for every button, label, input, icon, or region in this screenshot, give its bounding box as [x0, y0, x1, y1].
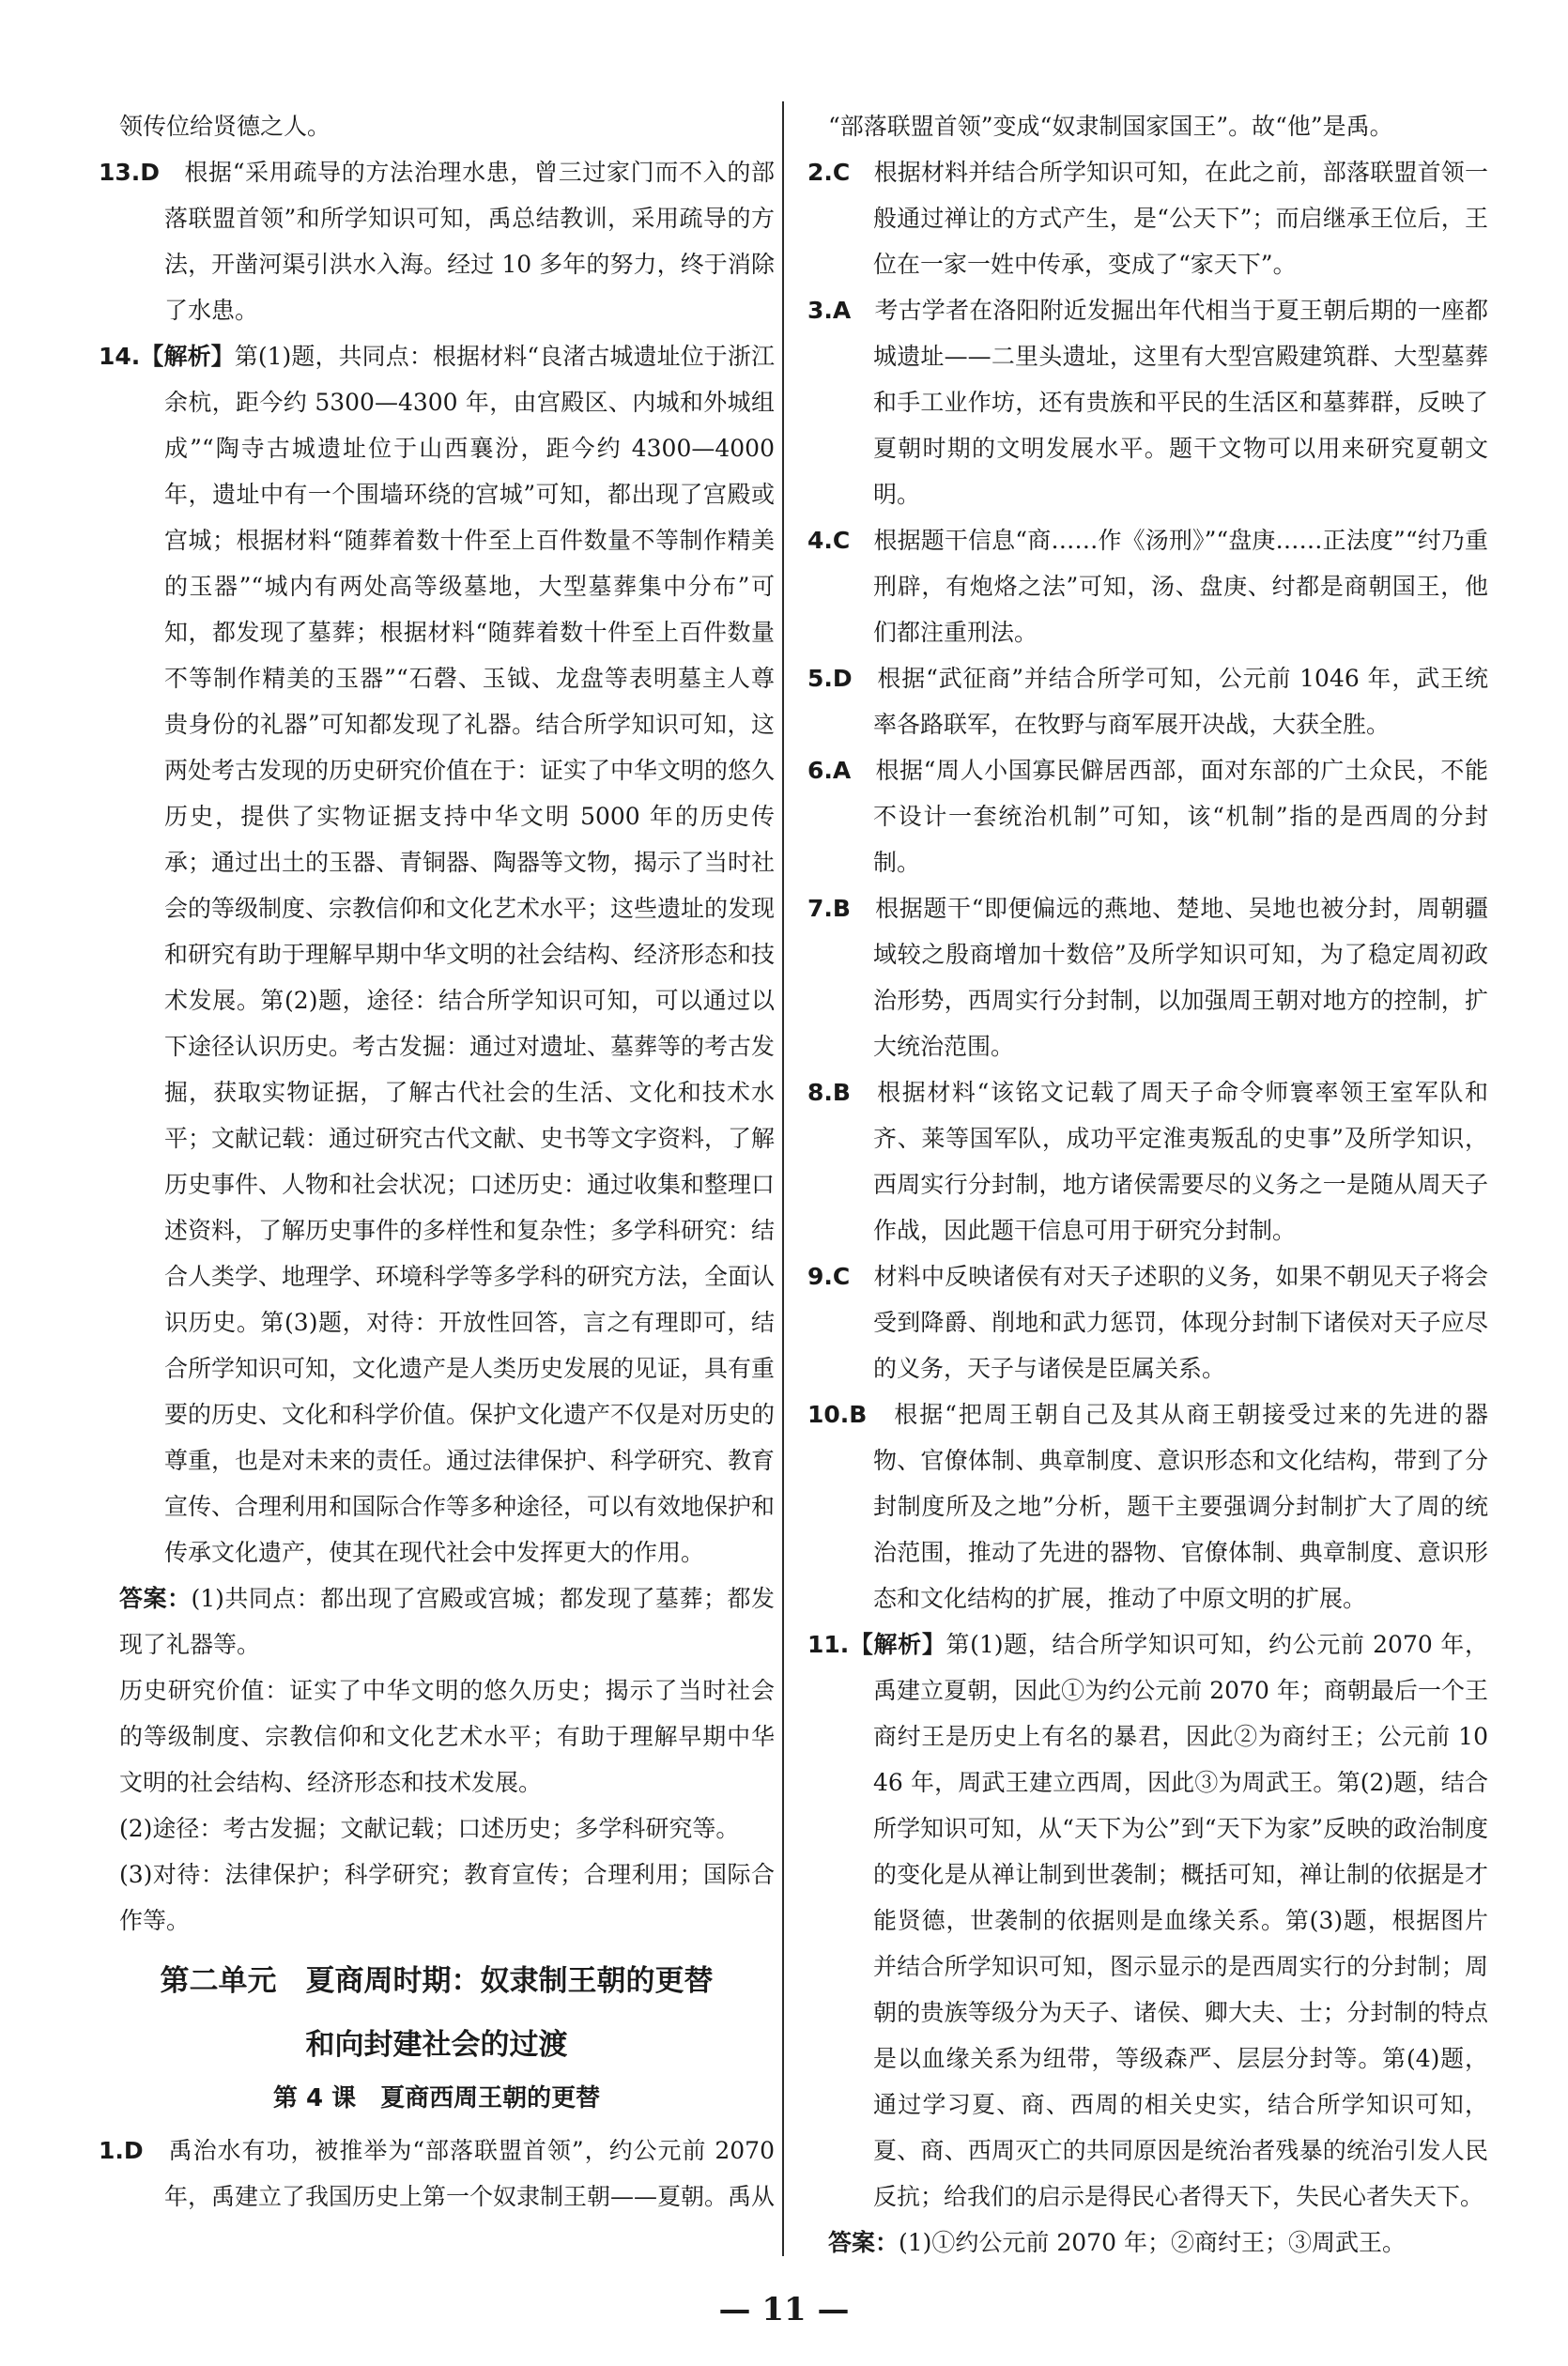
answer-choice: 【解析】: [849, 1631, 946, 1658]
question-answer-item: [807, 287, 1488, 517]
answer-text: (1)共同点：都出现了宫殿或宫城；都发现了墓葬；都发现了礼器等。: [119, 1585, 775, 1658]
unit-heading: 第二单元 夏商周时期：奴隶制王朝的更替: [160, 1964, 714, 1998]
lesson-heading: 第 4 课 夏商西周王朝的更替: [272, 2084, 601, 2112]
answer-choice: B: [832, 895, 876, 922]
answer-choice: 【解析】: [140, 343, 235, 370]
text-paragraph: (3)对待：法律保护；科学研究；教育宣传；合理利用；国际合作等。: [119, 1861, 775, 1934]
explanation-text: 禹治水有功，被推举为“部落联盟首领”，约公元前 2070 年，禹建立了我国历史上第一个奴隶制王朝——夏朝。禹从: [164, 2137, 776, 2210]
explanation-text: 根据材料并结合所学知识可知，在此之前，部落联盟首领一般通过禅让的方式产生，是“公天下”；而启继承王位后，王位在一家一姓中传承，变成了“家天下”。: [873, 159, 1488, 278]
explanation-text: 根据“周人小国寡民僻居西部，面对东部的广土众民，不能不设计一套统治机制”可知，该“机制”指的是西周的分封制。: [873, 757, 1488, 876]
explanation-text: 根据题干信息“商……作《汤刑》”“盘庚……正法度”“纣乃重刑辟，有炮烙之法”可知，汤、盘庚、纣都是商朝国王，他们都注重刑法。: [873, 527, 1488, 646]
question-number: 5.: [807, 665, 833, 692]
answer-label: 答案：: [828, 2229, 899, 2256]
question-answer-item: [99, 2128, 775, 2220]
left-column: [99, 103, 775, 2220]
question-answer-item: [807, 1391, 1488, 1621]
question-answer-item: [807, 655, 1488, 747]
question-answer-item: [99, 149, 775, 333]
text-paragraph: 历史研究价值：证实了中华文明的悠久历史；揭示了当时社会的等级制度、宗教信仰和文化艺术水平；有助于理解早期中华文明的社会结构、经济形态和技术发展。: [119, 1677, 775, 1796]
question-number: 1.: [99, 2137, 124, 2164]
question-number: 11.: [807, 1631, 850, 1658]
answer-choice: A: [832, 757, 876, 784]
question-number: 13.: [99, 159, 141, 186]
question-number: 9.: [807, 1263, 833, 1290]
answer-text: (1)①约公元前 2070 年；②商纣王；③周武王。: [899, 2229, 1406, 2256]
question-number: 8.: [807, 1079, 833, 1106]
question-answer-item: [807, 747, 1488, 885]
answer-choice: A: [832, 297, 875, 324]
answer-choice: C: [832, 527, 874, 554]
question-answer-item: [807, 517, 1488, 655]
explanation-text: 材料中反映诸侯有对天子述职的义务，如果不朝见天子将会受到降爵、削地和武力惩罚，体现分封制下诸侯对天子应尽的义务，天子与诸侯是臣属关系。: [873, 1263, 1488, 1382]
explanation-text: 第(1)题，结合所学知识可知，约公元前 2070 年，禹建立夏朝，因此①为约公元前 2070 年；商朝最后一个王商纣王是历史上有名的暴君，因此②为商纣王；公元前 1046 年，周武王建立西周，因此③为周武王。第(2)题，结合所学知识可知，从“天下为公”到“天下为家”反映的政治制度的变化是从禅让制到世袭制；概括可知，禅让制的依据是才能贤德，世袭制的依据则是血缘关系。第(3)题，根据图片并结合所学知识可知，图示显示的是西周实行的分封制；周朝的贵族等级分为天子、诸侯、卿大夫、士；分封制的特点是以血缘关系为纽带，等级森严、层层分封等。第(4)题，通过学习夏、商、西周的相关史实，结合所学知识可知，夏、商、西周灭亡的共同原因是统治者残暴的统治引发人民反抗；给我们的启示是得民心者得天下，失民心者失天下。: [873, 1631, 1488, 2210]
answer-paragraph: [99, 1575, 775, 1667]
question-answer-item: [807, 149, 1488, 287]
answer-choice: D: [123, 2137, 169, 2164]
question-number: 2.: [807, 159, 833, 186]
answer-choice: B: [849, 1401, 895, 1428]
explanation-text: 考古学者在洛阳附近发掘出年代相当于夏王朝后期的一座都城遗址——二里头遗址，这里有大型宫殿建筑群、大型墓葬和手工业作坊，还有贵族和平民的生活区和墓葬群，反映了夏朝时期的文明发展水平。题干文物可以用来研究夏朝文明。: [873, 297, 1488, 508]
answer-choice: D: [832, 665, 878, 692]
question-number: 4.: [807, 527, 833, 554]
question-answer-item: [807, 885, 1488, 1069]
explanation-text: 根据“武征商”并结合所学可知，公元前 1046 年，武王统率各路联军，在牧野与商军展开决战，大获全胜。: [873, 665, 1488, 738]
question-number: 10.: [807, 1401, 850, 1428]
explanation-text: 根据“采用疏导的方法治理水患，曾三过家门而不入的部落联盟首领”和所学知识可知，禹总结教训，采用疏导的方法，开凿河渠引洪水入海。经过 10 多年的努力，终于消除了水患。: [164, 159, 775, 324]
unit-heading: 和向封建社会的过渡: [305, 2028, 568, 2062]
question-number: 7.: [807, 895, 833, 922]
column-divider: [782, 101, 784, 2256]
answer-choice: D: [140, 159, 185, 186]
answer-choice: B: [832, 1079, 878, 1106]
page-number: — 11 —: [718, 2291, 850, 2328]
answer-choice: C: [832, 159, 874, 186]
question-answer-item: [807, 1253, 1488, 1391]
answer-label: 答案：: [119, 1585, 192, 1612]
text-paragraph: “部落联盟首领”变成“奴隶制国家国王”。故“他”是禹。: [828, 113, 1393, 140]
question-number: 6.: [807, 757, 833, 784]
text-paragraph: (2)途径：考古发掘；文献记载；口述历史；多学科研究等。: [119, 1815, 740, 1842]
question-number: 14.: [99, 343, 141, 370]
explanation-text: 第(1)题，共同点：根据材料“良渚古城遗址位于浙江余杭，距今约 5300—4300 年，由宫殿区、内城和外城组成”“陶寺古城遗址位于山西襄汾，距今约 4300—4000 年，遗址中有一个围墙环绕的宫城”可知，都出现了宫殿或宫城；根据材料“随葬着数十件至上百件数量不等制作精美的玉器”“城内有两处高等级墓地，大型墓葬集中分布”可知，都发现了墓葬；根据材料“随葬着数十件至上百件数量不等制作精美的玉器”“石磬、玉钺、龙盘等表明墓主人尊贵身份的礼器”可知都发现了礼器。结合所学知识可知，这两处考古发现的历史研究价值在于：证实了中华文明的悠久历史，提供了实物证据支持中华文明 5000 年的历史传承；通过出土的玉器、青铜器、陶器等文物，揭示了当时社会的等级制度、宗教信仰和文化艺术水平；这些遗址的发现和研究有助于理解早期中华文明的社会结构、经济形态和技术发展。第(2)题，途径：结合所学知识可知，可以通过以下途径认识历史。考古发掘：通过对遗址、墓葬等的考古发掘，获取实物证据，了解古代社会的生活、文化和技术水平；文献记载：通过研究古代文献、史书等文字资料，了解历史事件、人物和社会状况；口述历史：通过收集和整理口述资料，了解历史事件的多样性和复杂性；多学科研究：结合人类学、地理学、环境科学等多学科的研究方法，全面认识历史。第(3)题，对待：开放性回答，言之有理即可，结合所学知识可知，文化遗产是人类历史发展的见证，具有重要的历史、文化和科学价值。保护文化遗产不仅是对历史的尊重，也是对未来的责任。通过法律保护、科学研究、教育宣传、合理利用和国际合作等多种途径，可以有效地保护和传承文化遗产，使其在现代社会中发挥更大的作用。: [164, 343, 776, 1566]
explanation-text: 根据材料“该铭文记载了周天子命令师寰率领王室军队和齐、莱等国军队，成功平定淮夷叛乱的史事”及所学知识，西周实行分封制，地方诸侯需要尽的义务之一是随从周天子作战，因此题干信息可用于研究分封制。: [873, 1079, 1488, 1244]
question-answer-item: [807, 1621, 1488, 2220]
question-answer-item: [99, 333, 775, 1575]
explanation-text: 根据“把周王朝自己及其从商王朝接受过来的先进的器物、官僚体制、典章制度、意识形态和文化结构，带到了分封制度所及之地”分析，题干主要强调分封制扩大了周的统治范围，推动了先进的器物、官僚体制、典章制度、意识形态和文化结构的扩展，推动了中原文明的扩展。: [873, 1401, 1488, 1612]
explanation-text: 根据题干“即便偏远的燕地、楚地、吴地也被分封，周朝疆域较之殷商增加十数倍”及所学知识可知，为了稳定周初政治形势，西周实行分封制，以加强周王朝对地方的控制，扩大统治范围。: [873, 895, 1488, 1060]
answer-choice: C: [832, 1263, 874, 1290]
right-column: [807, 103, 1488, 2266]
question-answer-item: [807, 1069, 1488, 1253]
answer-paragraph: [807, 2220, 1488, 2266]
question-number: 3.: [807, 297, 833, 324]
text-paragraph: 领传位给贤德之人。: [119, 113, 331, 140]
